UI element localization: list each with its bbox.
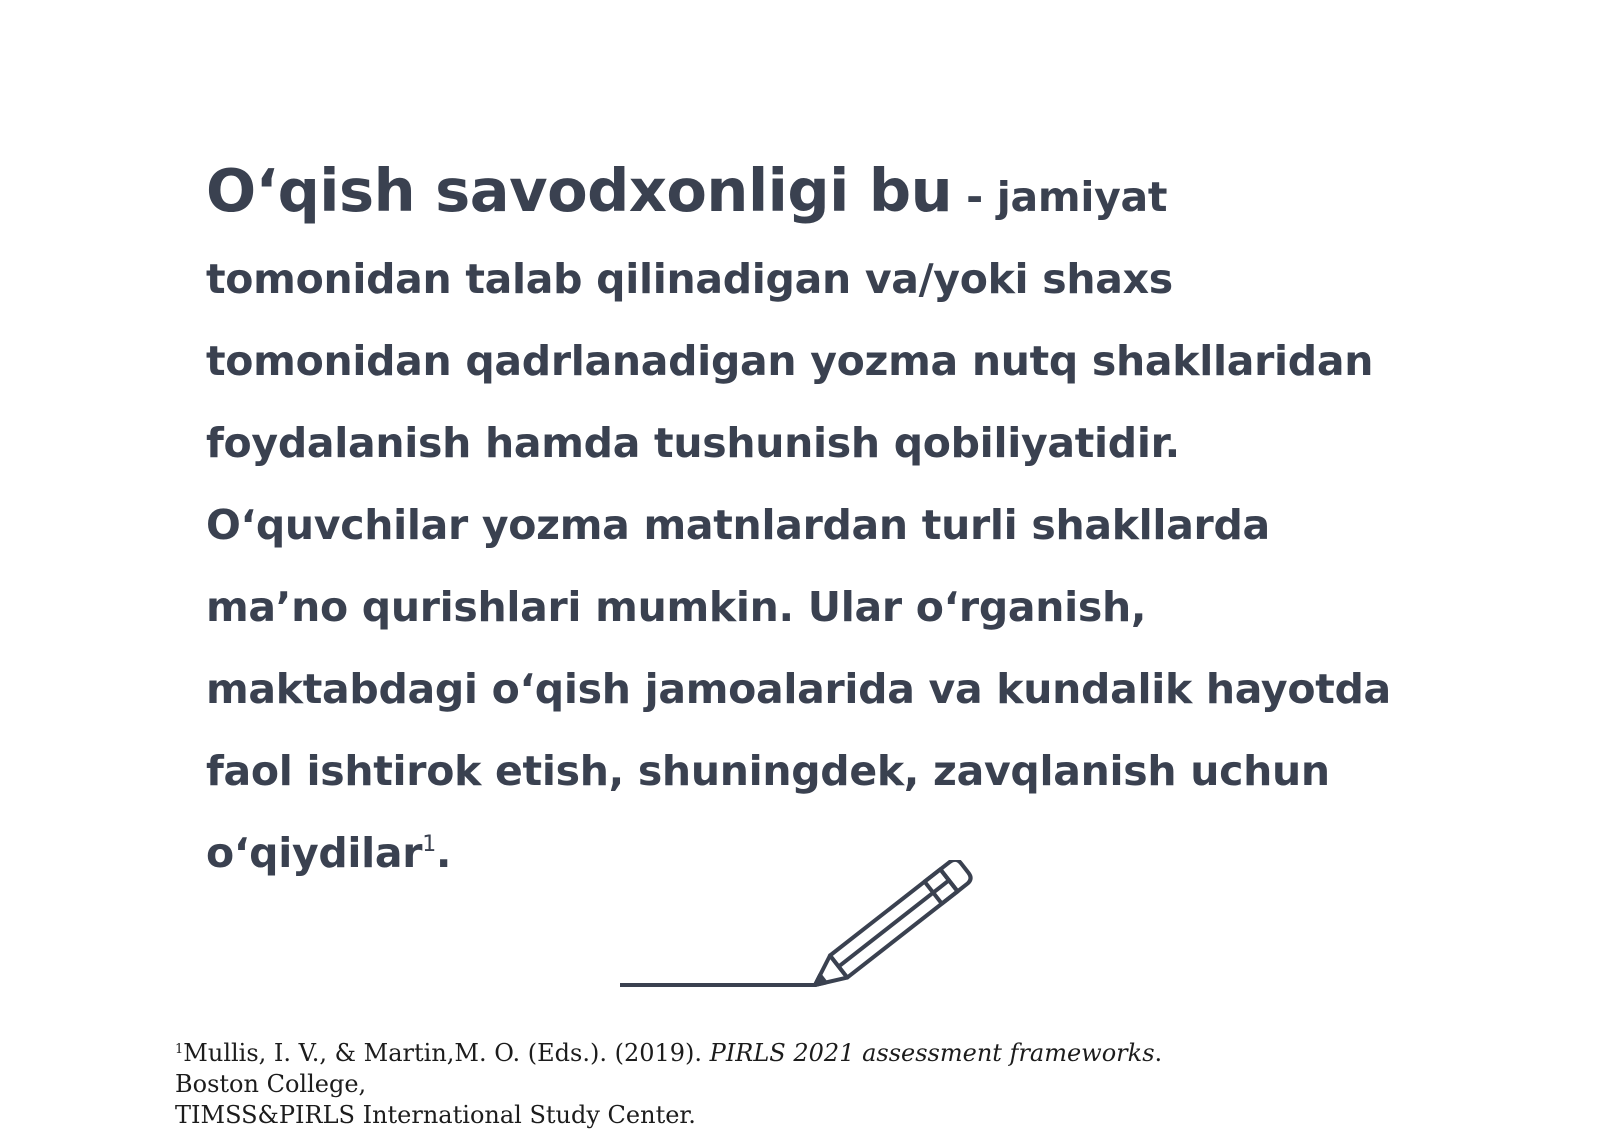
footnote-marker: 1 (422, 832, 436, 857)
defined-term: O‘qish savodxonligi bu (206, 156, 953, 225)
footnote-authors: Mullis, I. V., & Martin,M. O. (Eds.). (2019). (183, 1039, 710, 1067)
footnote-title: PIRLS 2021 assessment frameworks (709, 1039, 1155, 1067)
pencil-tip (806, 955, 847, 995)
footnote-publisher-line2: TIMSS&PIRLS International Study Center. (175, 1101, 696, 1129)
footnote-number: 1 (175, 1042, 184, 1057)
footnote-publisher-line1: . Boston College, (175, 1039, 1163, 1098)
pencil-lead (812, 975, 826, 989)
definition-body: - jamiyat tomonidan talab qilinadigan va/yoki shaxs tomonidan qadrlanadigan yozma nutq shakllaridan foydalanish hamda tushunish qobiliyatidir. O‘quvchilar yozma matnlardan turli shakllarda ma’no qurishlari mumkin. Ular o‘rganish, maktabdagi o‘qish jamoalarida va kundalik hayotda faol ishtirok etish, shuningdek, zavqlanish uchun o‘qiydilar (206, 173, 1391, 877)
definition-end-punct: . (435, 829, 452, 877)
footnote-citation (175, 1038, 1245, 1131)
definition-paragraph (206, 150, 1416, 894)
pencil-writing-line-icon (620, 860, 980, 995)
pencil-eraser (940, 860, 973, 891)
